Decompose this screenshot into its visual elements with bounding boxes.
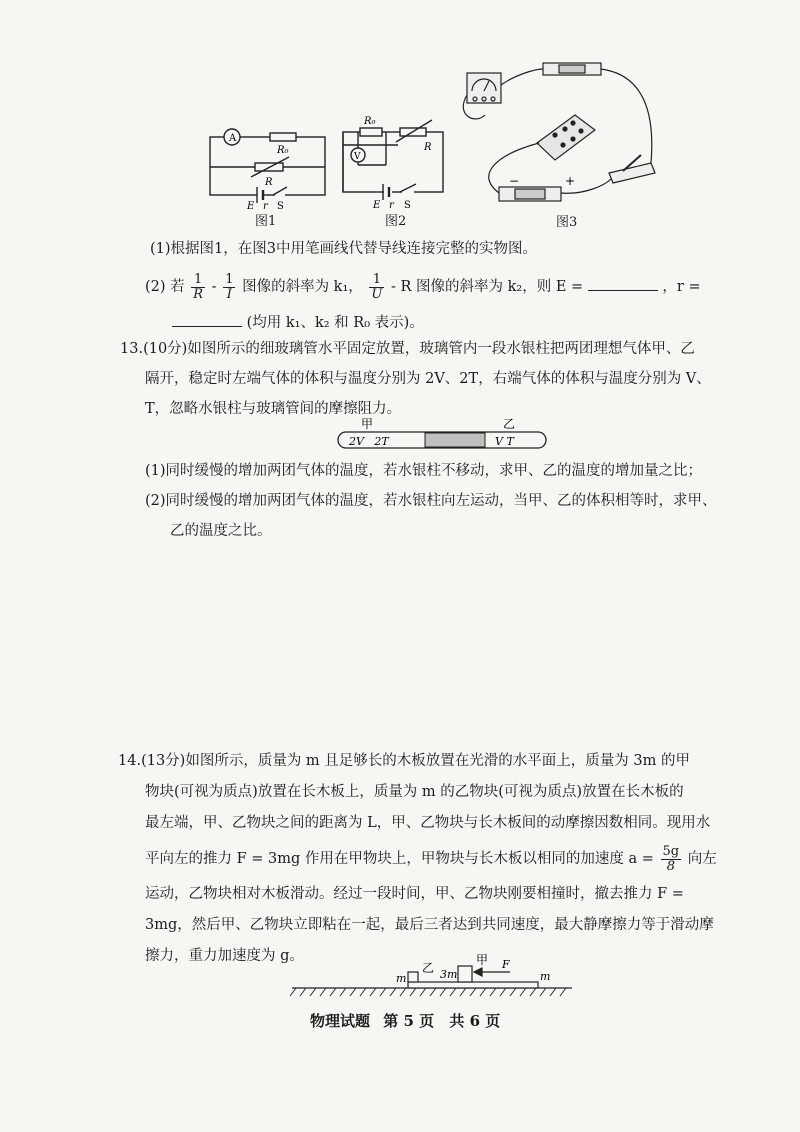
fig2-rsmall-label: r [389, 200, 394, 210]
fig2-r0-label: R₀ [364, 116, 376, 127]
q14-l2: 物块(可视为质点)放置在长木板上，质量为 m 的乙物块(可视为质点)放置在长木板的 [145, 784, 684, 800]
figure-3-caption: 图3 [556, 215, 578, 230]
footer-subject: 物理试题 [310, 1012, 371, 1030]
tube-left-label: 2V 2T [349, 435, 389, 448]
q14-l5: 运动，乙物块相对木板滑动。经过一段时间，甲、乙物块刚要相撞时，撤去推力 F = [145, 886, 684, 902]
q13-text-l2: 隔开，稳定时左端气体的体积与温度分别为 2V、2T，右端气体的体积与温度分别为 V、 [145, 371, 711, 387]
q14-l4 [118, 839, 758, 879]
q13-sub1: (1)同时缓慢的增加两团气体的温度，若水银柱不移动，求甲、乙的温度的增加量之比； [145, 463, 703, 479]
fig1-ammeter-label: A [229, 133, 237, 144]
q14-board-figure [290, 950, 575, 1000]
fig2-r-label: R [424, 142, 432, 153]
q14-l7: 擦力，重力加速度为 g。 [145, 948, 304, 964]
fig-3m: 3m [440, 968, 458, 981]
q14-number: 14. [118, 753, 142, 769]
q13-tube-figure [335, 418, 550, 456]
q13-number: 13. [120, 341, 144, 357]
figure-2-caption: 图2 [385, 214, 407, 229]
q12-part2 [145, 272, 701, 302]
fig1-e-label: E [247, 201, 255, 210]
fig2-e-label: E [373, 200, 381, 210]
resistance-box [537, 115, 595, 160]
q12-part2-e: (均用 k₁、k₂ 和 R₀ 表示)。 [246, 315, 424, 331]
q14-l6: 3mg，然后甲、乙物块立即粘在一起，最后三者达到共同速度，最大静摩擦力等于滑动摩 [145, 917, 714, 933]
figure-1-circuit [205, 125, 330, 210]
q12-part2-line2 [172, 312, 424, 334]
q13-sub2-l2: 乙的温度之比。 [170, 523, 272, 539]
block-jia [458, 966, 472, 982]
footer-total: 共 6 页 [449, 1012, 501, 1030]
page-footer [310, 1010, 500, 1031]
fig-m-left: m [396, 972, 407, 985]
long-board [408, 982, 538, 988]
answer-blank-r[interactable] [172, 312, 242, 327]
q14-l4-b: 向左 [687, 851, 717, 867]
tube-left-name: 甲 [361, 418, 374, 431]
fig-jia: 甲 [476, 953, 489, 967]
q12-part2-c: - R 图像的斜率为 k₂，则 E = [390, 279, 584, 295]
accel-fraction: $\frac{5g}{8}$ [662, 843, 680, 874]
q12-part1: (1)根据图1，在图3中用笔画线代替导线连接完整的实物图。 [150, 241, 537, 257]
fig-m-right: m [540, 970, 551, 983]
knife-switch [609, 163, 655, 183]
fig1-rsmall-label: r [263, 201, 268, 210]
q12-part2-b: 图像的斜率为 k₁， [242, 279, 363, 295]
fig3-plus-label: + [565, 174, 576, 188]
q12-dash: - [211, 279, 217, 295]
q13-text-l3: T，忽略水银柱与玻璃管间的摩擦阻力。 [145, 401, 402, 417]
q12-part2-a: (2) 若 [145, 279, 185, 295]
ground-hatching [290, 988, 566, 996]
answer-blank-e[interactable] [588, 276, 658, 291]
q14-l4-a: 平向左的推力 F = 3mg 作用在甲物块上，甲物块与长木板以相同的加速度 a = [145, 851, 654, 867]
tube-right-name: 乙 [503, 418, 516, 431]
fraction-1-over-r: $\frac{1}{R}$ [193, 271, 204, 302]
fig-F: F [502, 958, 510, 971]
fig1-r0-label: R₀ [277, 145, 289, 156]
q12-part2-d: ，r = [662, 279, 701, 295]
fraction-1-over-i: $\frac{1}{I}$ [225, 271, 234, 302]
r0-resistor [270, 133, 296, 141]
q13-score: (10分) [143, 341, 188, 357]
tube-right-label: V T [495, 435, 514, 448]
q14-score: (13分) [141, 753, 186, 769]
fraction-1-over-u: $\frac{1}{U}$ [371, 271, 383, 302]
fig1-s-label: S [277, 201, 284, 210]
block-yi [408, 972, 418, 982]
fig2-voltmeter-label: V [354, 152, 361, 162]
figure-1-caption: 图1 [255, 214, 277, 229]
fig-yi: 乙 [422, 961, 435, 975]
q14-l3: 最左端，甲、乙物块之间的距离为 L，甲、乙物块与长木板间的动摩擦因数相同。现用水 [145, 815, 711, 831]
footer-page: 第 5 页 [383, 1012, 435, 1030]
q14-block [118, 746, 758, 972]
figure-2-circuit [338, 110, 458, 210]
q13-subquestions [145, 456, 765, 546]
q13-text-l1: 如图所示的细玻璃管水平固定放置，玻璃管内一段水银柱把两团理想气体甲、乙 [187, 341, 695, 357]
q13-block [120, 334, 740, 424]
fig2-s-label: S [404, 200, 411, 210]
r0-resistor-2 [360, 128, 382, 136]
q13-sub2-l1: (2)同时缓慢的增加两团气体的温度，若水银柱向左运动，当甲、乙的体积相等时，求甲、 [145, 493, 717, 509]
q14-l1: 如图所示，质量为 m 且足够长的木板放置在光滑的水平面上，质量为 3m 的甲 [185, 753, 690, 769]
figure-3-apparatus [455, 55, 665, 215]
mercury-column [425, 433, 485, 447]
fig3-minus-label: − [509, 174, 520, 188]
fig1-r-label: R [265, 177, 273, 188]
